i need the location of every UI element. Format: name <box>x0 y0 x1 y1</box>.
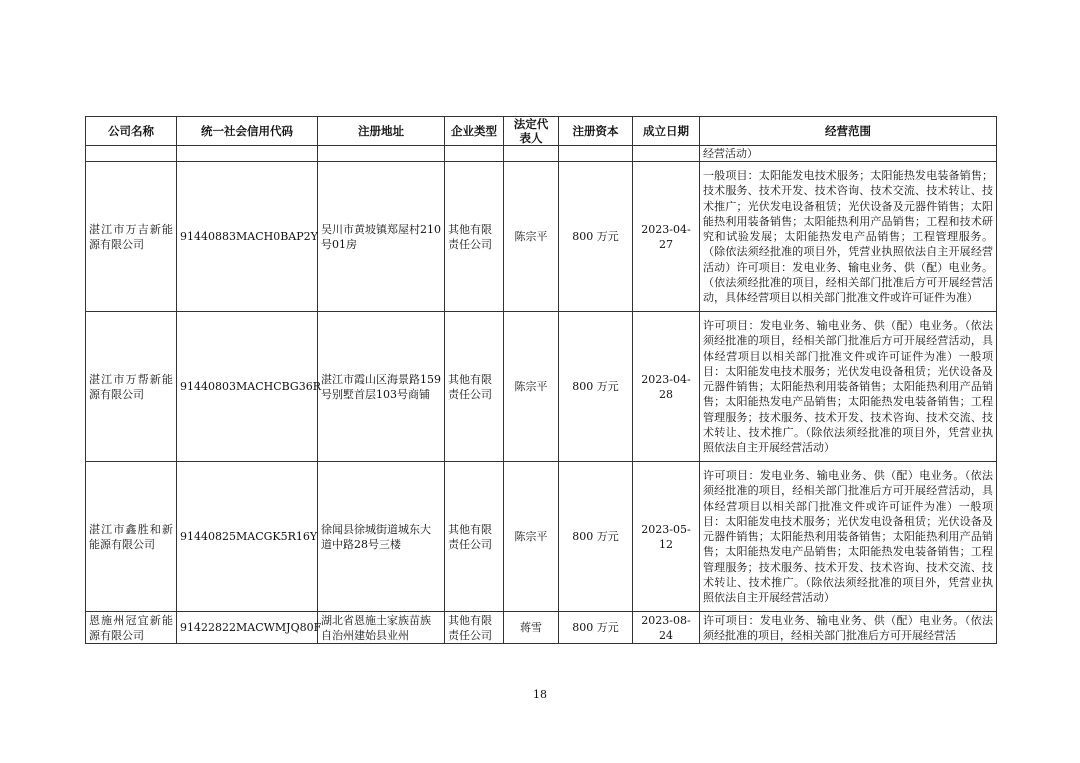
credit-code: 91422822MACWMJQ80F <box>177 612 318 644</box>
page-number: 18 <box>533 688 547 701</box>
found-date: 2023-04-28 <box>633 312 700 462</box>
found-date: 2023-08-24 <box>633 612 700 644</box>
legal-rep: 陈宗平 <box>504 462 559 612</box>
header-capital: 注册资本 <box>559 117 633 146</box>
credit-code: 91440883MACH0BAP2Y <box>177 162 318 312</box>
continuation-row <box>86 146 997 162</box>
company-name: 恩施州冠宜新能源有限公司 <box>86 612 177 644</box>
capital: 800 万元 <box>559 312 633 462</box>
company-type: 其他有限责任公司 <box>445 612 504 644</box>
legal-rep: 陈宗平 <box>504 162 559 312</box>
header-address: 注册地址 <box>318 117 445 146</box>
header-type: 企业类型 <box>445 117 504 146</box>
address: 湖北省恩施土家族苗族自治州建始县业州 <box>318 612 445 644</box>
found-date: 2023-05-12 <box>633 462 700 612</box>
company-type: 其他有限责任公司 <box>445 162 504 312</box>
company-type: 其他有限责任公司 <box>445 312 504 462</box>
company-name: 湛江市鑫胜和新能源有限公司 <box>86 462 177 612</box>
legal-rep: 陈宗平 <box>504 312 559 462</box>
credit-code: 91440803MACHCBG36R <box>177 312 318 462</box>
business-scope: 许可项目：发电业务、输电业务、供（配）电业务。（依法须经批准的项目，经相关部门批准后方可开展经营活动，具体经营项目以相关部门批准文件或许可证件为准）一般项目：太阳能发电技术服务；光伏发电设备租赁；光伏设备及元器件销售；太阳能热利用装备销售；太阳能热利用产品销售；太阳能热发电产品销售；太阳能热发电装备销售；工程管理服务；技术服务、技术开发、技术咨询、技术交流、技术转让、技术推广。（除依法须经批准的项目外，凭营业执照依法自主开展经营活动） <box>700 462 997 612</box>
header-scope: 经营范围 <box>700 117 997 146</box>
credit-code: 91440825MACGK5R16Y <box>177 462 318 612</box>
address: 徐闻县徐城街道城东大道中路28号三楼 <box>318 462 445 612</box>
continuation-scope: 经营活动） <box>700 146 997 162</box>
capital: 800 万元 <box>559 162 633 312</box>
header-row <box>86 117 997 146</box>
header-legal-rep: 法定代表人 <box>504 117 559 146</box>
found-date: 2023-04-27 <box>633 162 700 312</box>
address: 湛江市霞山区海景路159号别墅首层103号商铺 <box>318 312 445 462</box>
legal-rep: 蒋雪 <box>504 612 559 644</box>
business-scope: 一般项目：太阳能发电技术服务；太阳能热发电装备销售；技术服务、技术开发、技术咨询、技术交流、技术转让、技术推广；光伏发电设备租赁；光伏设备及元器件销售；太阳能热利用装备销售；太阳能热利用产品销售；工程和技术研究和试验发展；太阳能热发电产品销售；工程管理服务。（除依法须经批准的项目外，凭营业执照依法自主开展经营活动）许可项目：发电业务、输电业务、供（配）电业务。（依法须经批准的项目，经相关部门批准后方可开展经营活动，具体经营项目以相关部门批准文件或许可证件为准） <box>700 162 997 312</box>
company-name: 湛江市万帮新能源有限公司 <box>86 312 177 462</box>
header-company-name: 公司名称 <box>86 117 177 146</box>
header-date: 成立日期 <box>633 117 700 146</box>
address: 吴川市黄坡镇郑屋村210号01房 <box>318 162 445 312</box>
company-table <box>85 116 997 644</box>
capital: 800 万元 <box>559 612 633 644</box>
header-credit-code: 统一社会信用代码 <box>177 117 318 146</box>
business-scope: 许可项目：发电业务、输电业务、供（配）电业务。（依法须经批准的项目，经相关部门批准后方可开展经营活 <box>700 612 997 644</box>
capital: 800 万元 <box>559 462 633 612</box>
business-scope: 许可项目：发电业务、输电业务、供（配）电业务。（依法须经批准的项目，经相关部门批准后方可开展经营活动，具体经营项目以相关部门批准文件或许可证件为准）一般项目：太阳能发电技术服务；光伏发电设备租赁；光伏设备及元器件销售；太阳能热利用装备销售；太阳能热利用产品销售；太阳能热发电产品销售；太阳能热发电装备销售；工程管理服务；技术服务、技术开发、技术咨询、技术交流、技术转让、技术推广。（除依法须经批准的项目外，凭营业执照依法自主开展经营活动） <box>700 312 997 462</box>
table-row <box>86 312 997 462</box>
table-row <box>86 462 997 612</box>
company-type: 其他有限责任公司 <box>445 462 504 612</box>
table-row <box>86 162 997 312</box>
company-name: 湛江市万吉新能源有限公司 <box>86 162 177 312</box>
table-row <box>86 612 997 644</box>
